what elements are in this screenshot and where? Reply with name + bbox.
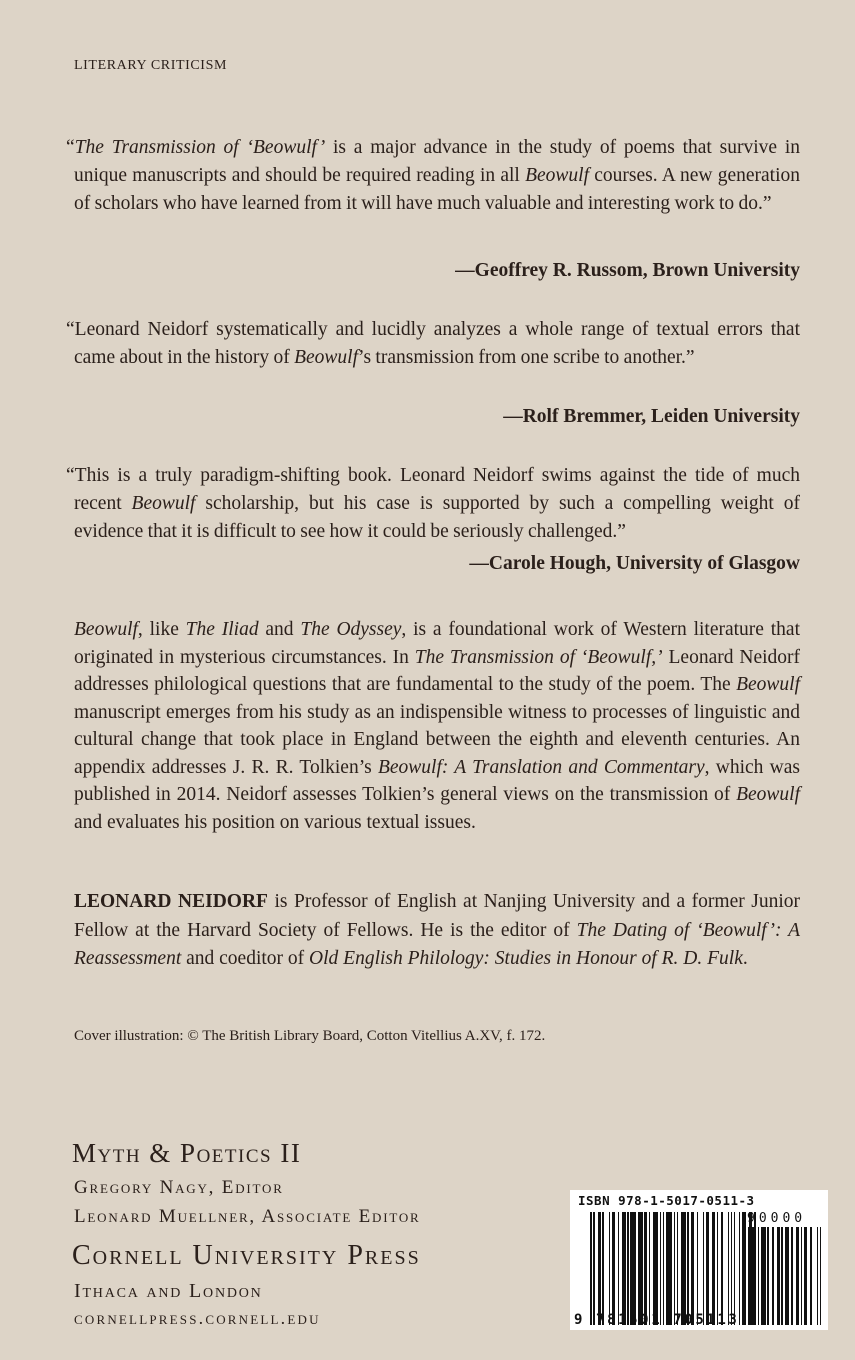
category-label: LITERARY CRITICISM	[74, 58, 228, 73]
publisher-url: cornellpress.cornell.edu	[74, 1308, 321, 1328]
series-associate-editor: Leonard Muellner, Associate Editor	[74, 1206, 421, 1227]
blurb-attribution-3: —Carole Hough, University of Glasgow	[469, 553, 800, 574]
addon-digits: 90000	[747, 1211, 807, 1226]
blurb-attribution-2: —Rolf Bremmer, Leiden University	[503, 406, 800, 427]
isbn-barcode	[570, 1190, 828, 1330]
series-editor: Gregory Nagy, Editor	[74, 1177, 284, 1198]
author-bio	[74, 888, 800, 974]
publisher-name: Cornell University Press	[72, 1240, 421, 1271]
isbn-label: ISBN 978-1-5017-0511-3	[578, 1193, 755, 1208]
author-name: LEONARD NEIDORF	[74, 891, 268, 912]
blurb-quote-3	[66, 462, 800, 546]
publisher-location: Ithaca and London	[74, 1280, 263, 1302]
blurb-text: “The Transmission of ‘Beowulf’ is a major advance in the study of poems that survive in unique manuscripts and should be required reading in all Beowulf courses. A new generation of scholars who have learned from it will have much valuable and interesting work to do.”	[66, 137, 801, 214]
blurb-quote-1	[66, 134, 801, 218]
addon-barcode-bars	[748, 1227, 825, 1325]
ean-barcode-bars	[590, 1212, 756, 1325]
blurb-text: “Leonard Neidorf systematically and lucidly analyzes a whole range of textual errors that came about in the history of Beowulf’s transmission from one scribe to another.”	[66, 319, 800, 368]
blurb-quote-2	[66, 316, 800, 372]
book-description: Beowulf, like The Iliad and The Odyssey, is a foundational work of Western literature that originated in mysterious circumstances. In The Transmission of ‘Beowulf,’ Leonard Neidorf addresses philological questions that are fundamental to the study of the poem. The Beowulf manuscript emerges from his study as an indispensible witness to processes of linguistic and cultural change that took place in England between the eighth and eleventh centuries. An appendix addresses J. R. R. Tolkien’s Beowulf: A Translation and Commentary, which was published in 2014. Neidorf assesses Tolkien’s general views on the transmission of Beowulf and evaluates his position on various textual issues.	[74, 619, 801, 833]
blurb-attribution-1: —Geoffrey R. Russom, Brown University	[455, 260, 800, 281]
ean-digits: 9 781501 705113	[574, 1312, 740, 1328]
author-bio-text: is Professor of English at Nanjing University and a former Junior Fellow at the Harvard Society of Fellows. He is the editor of The Dating of ‘Beowulf’: A Reassessment and coeditor of Old English Philology: Studies in Honour of R. D. Fulk.	[74, 891, 800, 969]
cover-credit: Cover illustration: © The British Library Board, Cotton Vitellius A.XV, f. 172.	[74, 1028, 546, 1044]
blurb-text: “This is a truly paradigm-shifting book. Leonard Neidorf swims against the tide of much recent Beowulf scholarship, but his case is supported by such a compelling weight of evidence that it is difficult to see how it could be seriously challenged.”	[66, 465, 800, 542]
series-title: Myth & Poetics II	[72, 1138, 302, 1168]
